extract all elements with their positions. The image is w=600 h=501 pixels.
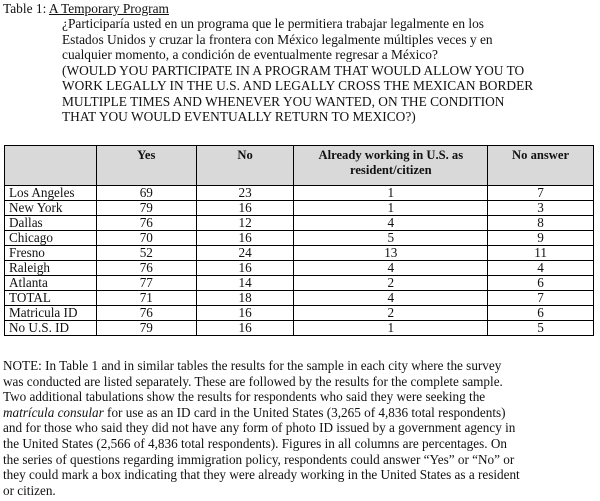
table-row (5, 201, 594, 216)
note-line: NOTE: In Table 1 and in similar tables the results for the sample in each city where the survey (3, 358, 502, 373)
cell-no-answer: 7 (488, 186, 594, 201)
cell-no-answer: 6 (488, 276, 594, 291)
cell-yes: 76 (96, 261, 196, 276)
cell-no: 16 (196, 231, 294, 246)
note-line: the series of questions regarding immigration policy, respondents could answer “Yes” or “No” or (3, 451, 515, 467)
note-line: the United States (2,566 of 4,836 total respondents). Figures in all columns are percentages. On (3, 435, 507, 451)
cell-no: 16 (196, 321, 294, 336)
cell-no: 16 (196, 201, 294, 216)
note-line: or citizen. (3, 482, 56, 498)
note-line-rest: for use as an ID card in the United States (3,265 of 4,836 total respondents) (103, 404, 506, 420)
table-row (5, 291, 594, 306)
cell-no-answer: 4 (488, 261, 594, 276)
row-label: Dallas (5, 216, 97, 231)
row-label: Atlanta (5, 276, 97, 291)
table-row (5, 261, 594, 276)
cell-no: 16 (196, 261, 294, 276)
caption-prefix: Table 1: (3, 1, 49, 16)
cell-no-answer: 6 (488, 306, 594, 321)
question-spanish-line: cualquier momento, a condición de eventualmente regresar a México? (62, 47, 438, 62)
table-row (5, 216, 594, 231)
cell-no-answer: 8 (488, 216, 594, 231)
table-row (5, 276, 594, 291)
question-english-line: (WOULD YOU PARTICIPATE IN A PROGRAM THAT WOULD ALLOW YOU TO (62, 62, 525, 78)
question-english-line: MULTIPLE TIMES AND WHENEVER YOU WANTED, ON THE CONDITION (62, 93, 505, 109)
cell-already-working: 13 (294, 246, 488, 261)
cell-already-working: 2 (294, 306, 488, 321)
cell-yes: 77 (96, 276, 196, 291)
cell-already-working: 5 (294, 231, 488, 246)
table-row (5, 306, 594, 321)
cell-no: 18 (196, 291, 294, 306)
row-label: Fresno (5, 246, 97, 261)
survey-question (62, 16, 597, 125)
row-label: Los Angeles (5, 186, 97, 201)
table-caption (3, 1, 169, 16)
cell-already-working: 4 (294, 216, 488, 231)
caption-title: A Temporary Program (48, 1, 169, 16)
cell-no: 12 (196, 216, 294, 231)
cell-no-answer: 5 (488, 321, 594, 336)
cell-no-answer: 3 (488, 201, 594, 216)
cell-yes: 69 (96, 186, 196, 201)
note-line: and for those who said they did not have any form of photo ID issued by a government agency in (3, 420, 516, 436)
header-cell-no: No (196, 146, 294, 186)
cell-no: 24 (196, 246, 294, 261)
table-row (5, 231, 594, 246)
cell-yes: 71 (96, 291, 196, 306)
table-header-row (5, 146, 594, 186)
cell-no: 23 (196, 186, 294, 201)
header-cell-already-working: Already working in U.S. as resident/citizen (294, 146, 488, 186)
cell-no-answer: 11 (488, 246, 594, 261)
question-spanish-line: ¿Participaría usted en un programa que le permitiera trabajar legalmente en los (62, 16, 484, 31)
question-english-line: THAT YOU WOULD EVENTUALLY RETURN TO MEXICO?) (62, 109, 416, 124)
cell-no-answer: 7 (488, 291, 594, 306)
note-line-with-italic (3, 405, 597, 421)
row-label: TOTAL (5, 291, 97, 306)
note-line: was conducted are listed separately. These are followed by the results for the complete sample. (3, 373, 503, 389)
cell-already-working: 2 (294, 276, 488, 291)
table-row (5, 321, 594, 336)
cell-yes: 76 (96, 306, 196, 321)
row-label: Matricula ID (5, 306, 97, 321)
cell-yes: 79 (96, 321, 196, 336)
note-line: Two additional tabulations show the results for respondents who said they were seeking the (3, 389, 486, 405)
table-note (3, 358, 597, 498)
cell-yes: 76 (96, 216, 196, 231)
table-row (5, 246, 594, 261)
header-cell-no-answer: No answer (488, 146, 594, 186)
header-cell-blank (5, 146, 97, 186)
results-table (4, 145, 594, 336)
cell-already-working: 1 (294, 186, 488, 201)
note-italic-term: matrícula consular (3, 404, 104, 420)
note-line: they could mark a box indicating that they were already working in the United States as a resident (3, 467, 520, 483)
header-cell-yes: Yes (96, 146, 196, 186)
question-spanish-line: Estados Unidos y cruzar la frontera con México legalmente múltiples veces y en (62, 31, 493, 47)
cell-yes: 70 (96, 231, 196, 246)
table-row (5, 186, 594, 201)
cell-no: 16 (196, 306, 294, 321)
question-english-line: WORK LEGALLY IN THE U.S. AND LEGALLY CROSS THE MEXICAN BORDER (62, 78, 534, 93)
cell-yes: 52 (96, 246, 196, 261)
row-label: Chicago (5, 231, 97, 246)
cell-already-working: 1 (294, 201, 488, 216)
cell-no-answer: 9 (488, 231, 594, 246)
cell-yes: 79 (96, 201, 196, 216)
cell-no: 14 (196, 276, 294, 291)
row-label: New York (5, 201, 97, 216)
cell-already-working: 4 (294, 261, 488, 276)
row-label: No U.S. ID (5, 321, 97, 336)
cell-already-working: 1 (294, 321, 488, 336)
row-label: Raleigh (5, 261, 97, 276)
cell-already-working: 4 (294, 291, 488, 306)
